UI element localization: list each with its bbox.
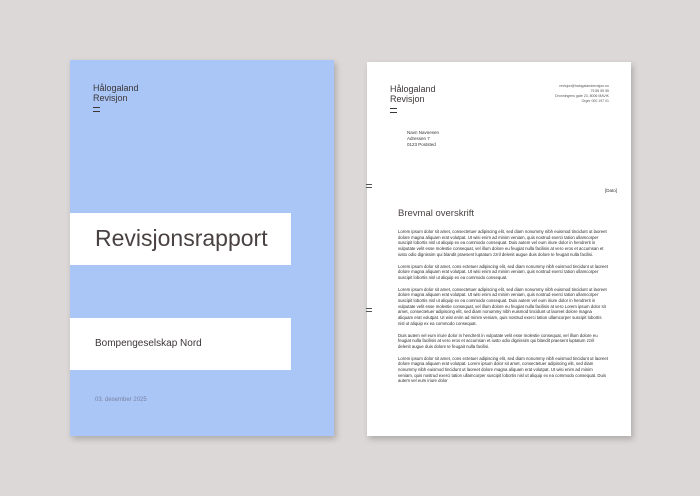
- recipient-address: [407, 130, 439, 148]
- letter-date: [Dato]: [604, 188, 617, 193]
- cover-logo-line1: Hålogaland: [93, 83, 139, 93]
- recipient-name: Navn Navnesen: [407, 130, 440, 135]
- logo-mark-icon: [390, 108, 397, 113]
- title-band: [70, 213, 291, 265]
- letter-logo: [390, 84, 436, 113]
- body-paragraph: Lorem ipsum dolor sit amet, cons ectetuer adipiscing elit, sed diam nonummy nibh euismod tincidunt ut laoreet dolore magna aliquam erat volutpat. Lorem ipsum dolor sit amet, consectetuer adipiscing elit, sed diam nonummy nibh euismod tincidunt ut laoreet dolore magna aliquam erat volutpat. Ut wisi enim ad minim veniam, quis nostrud exerci tation ullamcorper suscipit lobortis nisl ut aliquip ex ea commodo consequat. Duis autem vel eum iriure dolor: [398, 355, 608, 384]
- letter-logo-line2: Revisjon: [390, 94, 425, 104]
- sender-address: Dronningens gate 23, 8006 MAVIK: [555, 94, 609, 98]
- sender-email: revisjon@halogalandrevisjon.no: [559, 84, 609, 88]
- body-paragraph: Lorem ipsum dolor sit amet, cons ectetuer adipiscing elit, sed diam nonummy nibh euismod tincidunt ut laoreet dolore magna aliquam erat volutpat. Ut wisi enim ad minim veniam, quis nostrud exerci tation ullamcorper suscipit lobortis nisl ut aliquip ex ea commodo consequat.: [398, 263, 608, 280]
- report-title: Revisjonsrapport: [95, 225, 268, 251]
- report-subtitle: Bompengeselskap Nord: [95, 338, 202, 349]
- letter-page: [367, 62, 631, 436]
- letter-logo-line1: Hålogaland: [390, 84, 436, 94]
- sender-phone: 75 85 55 55: [590, 89, 609, 93]
- letter-body: [398, 229, 608, 390]
- body-paragraph: Duis autem vel eum iriure dolor in hendrerit in vulputate velit esse molestie consequat, vel illum dolore eu feugiat nulla facilisis at vero eros et accumsan et iusto odio dignissim qui blandit praesent luptatum zzril delenit augue duis dolore te feugait nulla facilisi.: [398, 332, 598, 349]
- cover-date: 03. desember 2025: [95, 397, 147, 403]
- fold-mark-icon: [366, 308, 372, 312]
- recipient-street: Adressen 7: [407, 136, 430, 141]
- report-cover-page: [70, 60, 334, 436]
- recipient-postal: 0123 Poststed: [407, 142, 436, 147]
- body-paragraph: Lorem ipsum dolor sit amet, consectetuer adipiscing elit, sed diam nonummy nibh euismod tincidunt ut laoreet dolore magna aliquam erat volutpat. Ut wisi enim ad minim veniam, quis nostrud exerci tation ullamcorper suscipit lobortis nisl ut aliquip ex ea commodo consequat. Duis autem vel eum iriure dolor in hendrerit in vulputate velit esse molestie consequat, vel illum dolore eu feugiat nulla facilisis at vero Lorem ipsum dolor sit amet, consectetuer adipiscing elit, sed diam nonummy nibh euismod tincidunt ut laoreet dolore magna aliquam erat volutpat. Ut wisi enim ad minim veniam, quis nostrud exerci tation ullamcorper suscipit lobortis nisl ut aliquip ex ea commodo consequat.: [398, 286, 607, 326]
- fold-mark-icon: [366, 184, 372, 188]
- sender-orgnr: Orgnr 000 197 01: [581, 99, 609, 103]
- logo-mark-icon: [93, 107, 100, 112]
- sender-info: [555, 84, 609, 104]
- cover-logo-line2: Revisjon: [93, 93, 128, 103]
- cover-logo: [93, 83, 139, 112]
- body-paragraph: Lorem ipsum dolor sit amet, consectetuer adipiscing elit, sed diam nonummy nibh euismod tincidunt ut laoreet dolore magna aliquam erat volutpat. Ut wisi enim ad minim veniam, quis nostrud exerci tation ullamcorper suscipit lobortis nisl ut aliquip ex ea commodo consequat. Duis autem vel eum iriure dolor in hendrerit in vulputate velit esse molestie consequat, vel illum dolore eu feugiat nulla facilisis at vero eros et accumsan et iusto odio dignissim qui blandit praesent luptatum zzril delenit augue duis dolore te feugait nulla facilisi.: [398, 229, 607, 257]
- letter-heading: Brevmal overskrift: [398, 208, 475, 219]
- subtitle-band: [70, 318, 291, 370]
